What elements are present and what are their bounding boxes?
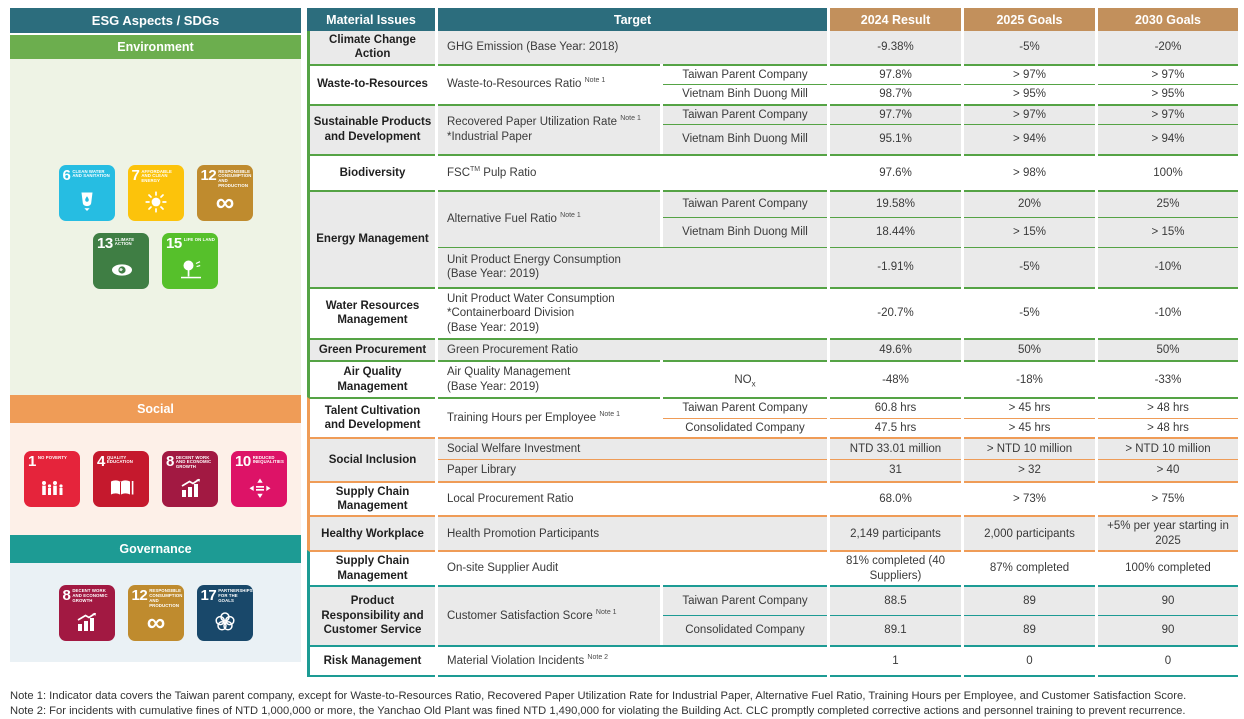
target-cell: FSC™ Pulp Ratio (438, 154, 827, 190)
sdg-number: 17 (200, 586, 217, 604)
target-cell: Material Violation Incidents $^{Note 2}$ (438, 645, 827, 677)
value-cell: 50% (964, 338, 1095, 360)
table-row (307, 360, 1238, 397)
sdg-number: 15 (166, 235, 182, 252)
footnote-2: Note 2: For incidents with cumulative fines of NTD 1,000,000 or more, the Yanchao Old Plant was fined NTD 1,490,000 for violating the Building Act. CLC promptly completed corrective actions and personnel training to prevent recurrence. (10, 704, 1186, 717)
sdg-number: 12 (131, 586, 148, 604)
sdg-number: 12 (200, 167, 217, 184)
sdg-label: LIFE ON LAND (183, 236, 215, 242)
sdg-number: 8 (62, 586, 71, 604)
target-cell: Green Procurement Ratio (438, 338, 827, 360)
value-cell: 47.5 hrs (830, 418, 961, 437)
table-row (307, 190, 1238, 217)
value-cell: NTD 33.01 million (830, 437, 961, 459)
value-cell: 0 (964, 645, 1095, 677)
value-cell: > 48 hrs (1098, 397, 1238, 417)
value-cell: -10% (1098, 247, 1238, 287)
value-cell: > NTD 10 million (1098, 437, 1238, 459)
value-cell: -18% (964, 360, 1095, 397)
target-cell: Unit Product Energy Consumption (Base Year: 2019) (438, 247, 827, 287)
target-cell: On-site Supplier Audit (438, 550, 827, 585)
sdg-sidebar (10, 8, 301, 677)
material-issue-cell: Talent Cultivation and Development (307, 397, 435, 437)
value-cell: -20.7% (830, 287, 961, 338)
sdg-number: 1 (28, 453, 36, 470)
value-cell: 25% (1098, 190, 1238, 217)
value-cell: > 73% (964, 481, 1095, 516)
target-cell: GHG Emission (Base Year: 2018) (438, 31, 827, 64)
sdg-number: 6 (62, 167, 71, 184)
value-cell: > 94% (1098, 124, 1238, 154)
value-cell: > 45 hrs (964, 418, 1095, 437)
value-cell: > 95% (964, 84, 1095, 103)
value-cell: > 45 hrs (964, 397, 1095, 417)
sdg-icon-header (200, 167, 252, 189)
sdg-number: 13 (97, 235, 113, 252)
sdg-icon-header (131, 586, 183, 608)
section-band-env: Environment (10, 35, 301, 59)
sdg-icon-17 (197, 585, 253, 641)
value-cell: 97.6% (830, 154, 961, 190)
table-row (307, 247, 1238, 287)
sdg-icon-15 (162, 233, 218, 289)
sdg-label: QUALITY EDUCATION (106, 454, 133, 465)
sdg-number: 7 (131, 167, 140, 184)
sdg-label: REDUCED INEQUALITIES (252, 454, 284, 465)
value-cell: > 15% (964, 217, 1095, 247)
esg-table-wrap (304, 8, 1241, 677)
sdg-icon-8 (59, 585, 115, 641)
value-cell: 89 (964, 585, 1095, 615)
section-band-gov: Governance (10, 535, 301, 563)
sdg-icon-12 (197, 165, 253, 221)
material-issue-cell: Waste-to-Resources (307, 64, 435, 104)
sdg-icon-header (166, 236, 215, 253)
table-header-row (307, 8, 1238, 31)
value-cell: 97.8% (830, 64, 961, 84)
sdg-icon-header (97, 454, 146, 471)
footnote-1: Note 1: Indicator data covers the Taiwan parent company, except for Waste-to-Resources Ratio, Recovered Paper Utilization Rate for Industrial Paper, Alternative Fuel Ratio, Training Hours per Employee, and Customer Satisfaction Score. (10, 689, 1187, 702)
material-issue-cell: Air Quality Management (307, 360, 435, 397)
sdg-icon-12 (128, 585, 184, 641)
value-cell: 19.58% (830, 190, 961, 217)
value-cell: 18.44% (830, 217, 961, 247)
infinity-icon: ∞ (215, 187, 235, 217)
material-issue-cell: Supply Chain Management (307, 550, 435, 585)
material-issue-cell: Sustainable Products and Development (307, 104, 435, 154)
value-cell: > 32 (964, 459, 1095, 480)
sdg-icon-10 (231, 451, 287, 507)
table-row (307, 515, 1238, 550)
material-issue-cell: Climate Change Action (307, 31, 435, 64)
sdg-icon-row (59, 585, 253, 641)
value-cell: 100% completed (1098, 550, 1238, 585)
value-cell: -48% (830, 360, 961, 397)
sdg-label: CLIMATE ACTION (114, 236, 135, 247)
sidebar-sections (10, 35, 301, 662)
value-cell: -10% (1098, 287, 1238, 338)
value-cell: > 95% (1098, 84, 1238, 103)
value-cell: 81% completed (40 Suppliers) (830, 550, 961, 585)
value-cell: 49.6% (830, 338, 961, 360)
section-band-social: Social (10, 395, 301, 423)
table-row (307, 550, 1238, 585)
col-header-2030-goals: 2030 Goals (1098, 8, 1238, 31)
book-icon (97, 471, 146, 505)
value-cell: -9.38% (830, 31, 961, 64)
sdg-icon-header (235, 454, 284, 471)
value-cell: 1 (830, 645, 961, 677)
sdg-icon-8 (162, 451, 218, 507)
scope-cell: Vietnam Binh Duong Mill (663, 84, 827, 103)
sdg-icon-header (97, 236, 146, 253)
material-issue-cell: Supply Chain Management (307, 481, 435, 516)
value-cell: > 97% (1098, 64, 1238, 84)
material-issue-cell: Water Resources Management (307, 287, 435, 338)
table-row (307, 31, 1238, 64)
scope-cell: Taiwan Parent Company (663, 104, 827, 124)
value-cell: 88.5 (830, 585, 961, 615)
target-cell: Health Promotion Participants (438, 515, 827, 550)
target-cell: Local Procurement Ratio (438, 481, 827, 516)
value-cell: -20% (1098, 31, 1238, 64)
value-cell: > 15% (1098, 217, 1238, 247)
sun-icon (132, 185, 181, 219)
value-cell: -1.91% (830, 247, 961, 287)
table-row (307, 437, 1238, 459)
value-cell: 68.0% (830, 481, 961, 516)
value-cell: 95.1% (830, 124, 961, 154)
partnership-icon (201, 605, 250, 639)
value-cell: > 40 (1098, 459, 1238, 480)
table-row (307, 104, 1238, 124)
tree-icon (166, 253, 215, 287)
value-cell: -5% (964, 31, 1095, 64)
sdg-icon-header (200, 586, 253, 605)
value-cell: +5% per year starting in 2025 (1098, 515, 1238, 550)
target-cell: Paper Library (438, 459, 827, 480)
family-icon (28, 471, 77, 505)
sdg-icon-header (63, 168, 112, 185)
target-cell: Social Welfare Investment (438, 437, 827, 459)
value-cell: > 75% (1098, 481, 1238, 516)
scope-cell: Consolidated Company (663, 418, 827, 437)
value-cell: > 97% (964, 64, 1095, 84)
sdg-icon-7 (128, 165, 184, 221)
table-row (307, 645, 1238, 677)
table-row (307, 585, 1238, 615)
sdg-icon-6 (59, 165, 115, 221)
value-cell: 89.1 (830, 615, 961, 645)
material-issue-cell: Healthy Workplace (307, 515, 435, 550)
infinity-icon: ∞ (146, 606, 166, 637)
sdg-icon-header (63, 588, 112, 605)
target-cell: Unit Product Water Consumption *Containerboard Division (Base Year: 2019) (438, 287, 827, 338)
sdg-icon-row (59, 165, 253, 221)
sdg-icon-4 (93, 451, 149, 507)
col-header-target: Target (438, 8, 827, 31)
sdg-label: CLEAN WATER AND SANITATION (72, 168, 110, 179)
value-cell: -33% (1098, 360, 1238, 397)
sdg-icon-header (28, 454, 77, 471)
sdg-label: DECENT WORK AND ECONOMIC GROWTH (72, 588, 108, 603)
value-cell: > 97% (964, 104, 1095, 124)
col-header-2024-result: 2024 Result (830, 8, 961, 31)
table-row (307, 64, 1238, 84)
col-header-2025-goals: 2025 Goals (964, 8, 1095, 31)
eye-icon (97, 253, 146, 287)
material-issue-cell: Biodiversity (307, 154, 435, 190)
value-cell: 0 (1098, 645, 1238, 677)
target-cell: Air Quality Management (Base Year: 2019) (438, 360, 660, 397)
value-cell: 98.7% (830, 84, 961, 103)
target-cell: Waste-to-Resources Ratio $^{Note 1}$ (438, 64, 660, 104)
target-cell: Recovered Paper Utilization Rate $^{Note 1}$ *Industrial Paper (438, 104, 660, 154)
sdg-number: 4 (97, 453, 105, 470)
target-cell: Alternative Fuel Ratio $^{Note 1}$ (438, 190, 660, 247)
value-cell: > 94% (964, 124, 1095, 154)
table-row (307, 154, 1238, 190)
scope-cell: Taiwan Parent Company (663, 190, 827, 217)
scope-cell: Vietnam Binh Duong Mill (663, 217, 827, 247)
scope-cell: Taiwan Parent Company (663, 64, 827, 84)
section-body-gov (10, 563, 301, 662)
water-icon (63, 185, 112, 219)
sdg-label: NO POVERTY (37, 454, 68, 460)
sdg-icon-header (132, 168, 181, 185)
table-row (307, 459, 1238, 480)
value-cell: -5% (964, 247, 1095, 287)
material-issue-cell: Product Responsibility and Customer Service (307, 585, 435, 645)
target-cell: Customer Satisfaction Score $^{Note 1}$ (438, 585, 660, 645)
inequal-icon (235, 471, 284, 505)
col-header-material-issues: Material Issues (307, 8, 435, 31)
value-cell: 31 (830, 459, 961, 480)
sdg-number: 8 (166, 453, 174, 470)
material-issue-cell: Energy Management (307, 190, 435, 287)
value-cell: 87% completed (964, 550, 1095, 585)
scope-cell: Vietnam Binh Duong Mill (663, 124, 827, 154)
table-row (307, 338, 1238, 360)
value-cell: 89 (964, 615, 1095, 645)
sdg-label: PARTNERSHIPS FOR THE GOALS (218, 588, 253, 603)
sdg-icon-row (93, 233, 218, 289)
target-cell: Training Hours per Employee $^{Note 1}$ (438, 397, 660, 437)
value-cell: > 48 hrs (1098, 418, 1238, 437)
esg-target-table (304, 8, 1241, 677)
value-cell: 20% (964, 190, 1095, 217)
sdg-label: AFFORDABLE AND CLEAN ENERGY (141, 168, 172, 184)
scope-cell: $NO_x$ (663, 360, 827, 397)
section-body-env (10, 59, 301, 395)
value-cell: > NTD 10 million (964, 437, 1095, 459)
value-cell: 2,000 participants (964, 515, 1095, 550)
growth-icon (63, 605, 112, 639)
table-row (307, 287, 1238, 338)
table-row (307, 481, 1238, 516)
value-cell: 100% (1098, 154, 1238, 190)
scope-cell: Consolidated Company (663, 615, 827, 645)
sdg-icon-header (166, 454, 215, 471)
value-cell: 97.7% (830, 104, 961, 124)
material-issue-cell: Social Inclusion (307, 437, 435, 481)
value-cell: 90 (1098, 615, 1238, 645)
sdg-icon-13 (93, 233, 149, 289)
table-row (307, 397, 1238, 417)
value-cell: 2,149 participants (830, 515, 961, 550)
sdg-icon-1 (24, 451, 80, 507)
sidebar-title: ESG Aspects / SDGs (10, 8, 301, 33)
value-cell: 90 (1098, 585, 1238, 615)
sdg-label: DECENT WORK AND ECONOMIC GROWTH (175, 454, 212, 470)
footnotes (0, 677, 1244, 719)
material-issue-cell: Risk Management (307, 645, 435, 677)
sdg-label: RESPONSIBLE CONSUMPTION AND PRODUCTION (218, 168, 252, 189)
sdg-number: 10 (235, 453, 251, 470)
value-cell: 50% (1098, 338, 1238, 360)
value-cell: 60.8 hrs (830, 397, 961, 417)
value-cell: -5% (964, 287, 1095, 338)
sdg-icon-row (24, 451, 287, 507)
growth-icon (166, 471, 215, 505)
section-body-social (10, 423, 301, 535)
material-issue-cell: Green Procurement (307, 338, 435, 360)
sdg-label: RESPONSIBLE CONSUMPTION AND PRODUCTION (149, 588, 183, 608)
value-cell: > 98% (964, 154, 1095, 190)
value-cell: > 97% (1098, 104, 1238, 124)
scope-cell: Taiwan Parent Company (663, 397, 827, 417)
scope-cell: Taiwan Parent Company (663, 585, 827, 615)
